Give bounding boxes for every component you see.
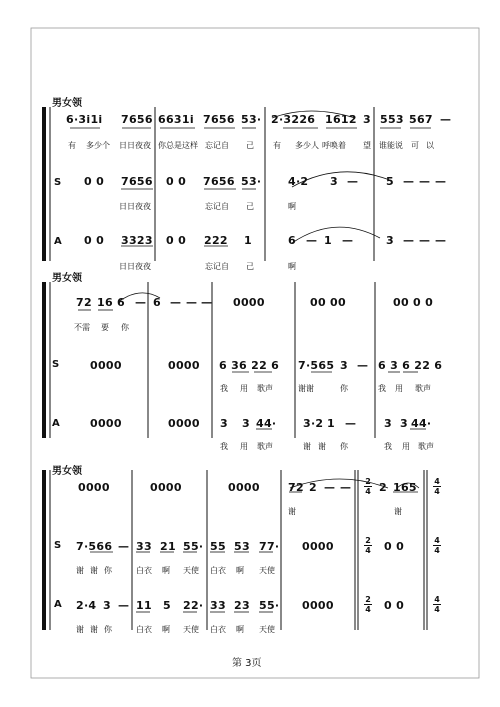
note: 3 [103, 599, 111, 612]
lyric: 要 [101, 323, 109, 332]
lyric: 忘记自 [205, 202, 229, 211]
note: 53· [241, 113, 262, 126]
lyric: 你 [340, 442, 348, 451]
note: 55 [210, 540, 226, 553]
lyric: 谢 [288, 507, 296, 516]
note: 0000 [302, 599, 334, 612]
note: 72 [76, 296, 92, 309]
lyric: 以 [426, 141, 434, 150]
note: 165 [393, 481, 417, 494]
note: 2 [309, 481, 317, 494]
note: 1 [244, 234, 252, 247]
lyric: 谢 [90, 625, 98, 634]
note: 0000 [150, 481, 182, 494]
note: 0000 [78, 481, 110, 494]
system-3-leader-label: 男女领 [52, 466, 82, 477]
lyric: 歌声 [418, 442, 434, 451]
note: 0 0 [84, 234, 105, 247]
lyric: 我 [378, 384, 386, 393]
lyric: 歌声 [257, 384, 273, 393]
time-sig-top: 4 [434, 595, 440, 604]
note: 7656 [121, 113, 153, 126]
note: 3 [384, 417, 392, 430]
note: 44· [411, 417, 432, 430]
lyric: 忘记自 [205, 141, 229, 150]
lyric: 你 [340, 384, 348, 393]
note: 22· [183, 599, 204, 612]
lyric: 用 [240, 442, 248, 451]
note: 2·3226 [271, 113, 316, 126]
lyric: 白衣 [210, 625, 226, 634]
note: 6 [153, 296, 161, 309]
lyric: 谢谢 [298, 384, 314, 393]
note: 0000 [90, 417, 122, 430]
lyric: 谢 [90, 566, 98, 575]
note: 2·4 [76, 599, 97, 612]
note: — [435, 234, 447, 247]
note: 5 [163, 599, 171, 612]
note: 6 [117, 296, 125, 309]
lyric: 望 [363, 141, 371, 150]
note: — [118, 540, 130, 553]
lyric: 你总是这样 [158, 141, 198, 150]
note: 1612 [325, 113, 357, 126]
lyric: 谢 [394, 507, 402, 516]
note: — [201, 296, 213, 309]
lyric: 有 [68, 141, 76, 150]
note: — [435, 175, 447, 188]
time-sig-top: 2 [365, 595, 371, 604]
note: 3 [330, 175, 338, 188]
lyric: 己 [246, 141, 254, 150]
note: 0 0 [166, 175, 187, 188]
note: — [357, 359, 369, 372]
note: 6 36 22 6 [219, 359, 280, 372]
note: 0000 [90, 359, 122, 372]
note: — [118, 599, 130, 612]
voice-label-a: A [54, 236, 62, 247]
voice-label-s: S [54, 540, 62, 551]
lyric: 可 [411, 141, 419, 150]
lyric: 谁能说 [379, 141, 403, 150]
note: 33 [210, 599, 226, 612]
lyric: 用 [395, 384, 403, 393]
note: — [403, 175, 415, 188]
time-sig-bottom: 4 [365, 546, 371, 555]
time-sig-top: 4 [434, 477, 440, 486]
lyric: 你 [104, 566, 112, 575]
time-signature-4-4 [430, 595, 444, 614]
note: 16 [97, 296, 113, 309]
page-number: 第 3页 [232, 658, 262, 669]
note: 00 00 [310, 296, 346, 309]
note: — [135, 296, 147, 309]
lyric: 白衣 [210, 566, 226, 575]
note: — [324, 481, 336, 494]
time-signature-2-4 [361, 595, 375, 614]
lyric: 天使 [183, 566, 199, 575]
lyric: 用 [402, 442, 410, 451]
note: 0 0 [166, 234, 187, 247]
note: 0 0 [384, 540, 405, 553]
note: 0000 [168, 359, 200, 372]
time-sig-bottom: 4 [434, 605, 440, 614]
lyric: 谢 [76, 566, 84, 575]
note: 0000 [168, 417, 200, 430]
time-sig-bottom: 4 [365, 605, 371, 614]
lyric: 天使 [183, 625, 199, 634]
note: — [186, 296, 198, 309]
note: 7·565 [298, 359, 335, 372]
lyric: 谢 [303, 442, 311, 451]
note: 7656 [203, 175, 235, 188]
lyric: 啊 [288, 262, 296, 271]
note: 23 [234, 599, 250, 612]
voice-label-a: A [54, 599, 62, 610]
lyric: 啊 [162, 566, 170, 575]
lyric: 白衣 [136, 566, 152, 575]
note: 6·3i1i [66, 113, 103, 126]
lyric: 天使 [259, 566, 275, 575]
note: — [306, 234, 318, 247]
note: 53· [241, 175, 262, 188]
voice-label-s: S [54, 177, 62, 188]
note: 5 [386, 175, 394, 188]
note: — [170, 296, 182, 309]
note: 6 [288, 234, 296, 247]
note: — [340, 481, 352, 494]
lyric: 日日夜夜 [119, 141, 151, 150]
note: 55· [183, 540, 204, 553]
voice-label-a: A [52, 418, 60, 429]
note: — [345, 417, 357, 430]
lyric: 白衣 [136, 625, 152, 634]
lyric: 你 [104, 625, 112, 634]
system-2-leader-label: 男女领 [52, 273, 82, 284]
note: 0000 [228, 481, 260, 494]
lyric: 啊 [288, 202, 296, 211]
time-sig-top: 2 [365, 477, 371, 486]
note: 3 [242, 417, 250, 430]
note: 3 [220, 417, 228, 430]
lyric: 有 [273, 141, 281, 150]
lyric: 己 [246, 202, 254, 211]
note: 11 [136, 599, 152, 612]
note: — [342, 234, 354, 247]
note: 6631i [158, 113, 194, 126]
note: 7656 [203, 113, 235, 126]
lyric: 啊 [236, 625, 244, 634]
lyric: 我 [220, 442, 228, 451]
lyric: 歌声 [415, 384, 431, 393]
note: 3323 [121, 234, 153, 247]
note: 33 [136, 540, 152, 553]
lyric: 啊 [162, 625, 170, 634]
time-sig-bottom: 4 [434, 546, 440, 555]
lyric: 用 [240, 384, 248, 393]
note: 0000 [302, 540, 334, 553]
note: — [403, 234, 415, 247]
time-sig-top: 4 [434, 536, 440, 545]
lyric: 谢 [76, 625, 84, 634]
note: 1 [324, 234, 332, 247]
time-sig-top: 2 [365, 536, 371, 545]
note: 1 [327, 417, 335, 430]
time-signature-4-4 [430, 536, 444, 555]
lyric: 己 [246, 262, 254, 271]
note: 53 [234, 540, 250, 553]
lyric: 日日夜夜 [119, 202, 151, 211]
note: 567 [409, 113, 433, 126]
note: — [419, 234, 431, 247]
note: 3 [386, 234, 394, 247]
note: 3 [340, 359, 348, 372]
time-signature-2-4 [361, 477, 375, 496]
note: 72 [288, 481, 304, 494]
system-1-leader-label: 男女领 [52, 98, 82, 109]
lyric: 呼唤着 [322, 141, 346, 150]
voice-label-s: S [52, 359, 60, 370]
note: 3·2 [303, 417, 324, 430]
time-signature-2-4 [361, 536, 375, 555]
time-signature-4-4 [430, 477, 444, 496]
lyric: 谢 [318, 442, 326, 451]
note: 4·2 [288, 175, 309, 188]
note: 222 [204, 234, 228, 247]
note: 77· [259, 540, 280, 553]
note: 21 [160, 540, 176, 553]
note: 00 0 0 [393, 296, 434, 309]
lyric: 忘记自 [205, 262, 229, 271]
note: 7656 [121, 175, 153, 188]
lyric: 不需 [74, 323, 90, 332]
time-sig-bottom: 4 [434, 487, 440, 496]
note: — [347, 175, 359, 188]
note: 0 0 [384, 599, 405, 612]
note: 3 [400, 417, 408, 430]
note: 7·566 [76, 540, 113, 553]
note: 55· [259, 599, 280, 612]
note: 44· [256, 417, 277, 430]
lyric: 啊 [236, 566, 244, 575]
time-sig-bottom: 4 [365, 487, 371, 496]
lyric: 日日夜夜 [119, 262, 151, 271]
lyric: 多少个 [86, 141, 110, 150]
lyric: 你 [121, 323, 129, 332]
lyric: 歌声 [257, 442, 273, 451]
note: 0 0 [84, 175, 105, 188]
note: 6 3 6 22 6 [378, 359, 443, 372]
note: 2 [379, 481, 387, 494]
lyric: 多少人 [295, 141, 319, 150]
note: 553 [380, 113, 404, 126]
note: — [440, 113, 452, 126]
lyric: 天使 [259, 625, 275, 634]
lyric: 我 [384, 442, 392, 451]
note: 0000 [233, 296, 265, 309]
note: 3 [363, 113, 371, 126]
note: — [419, 175, 431, 188]
lyric: 我 [220, 384, 228, 393]
